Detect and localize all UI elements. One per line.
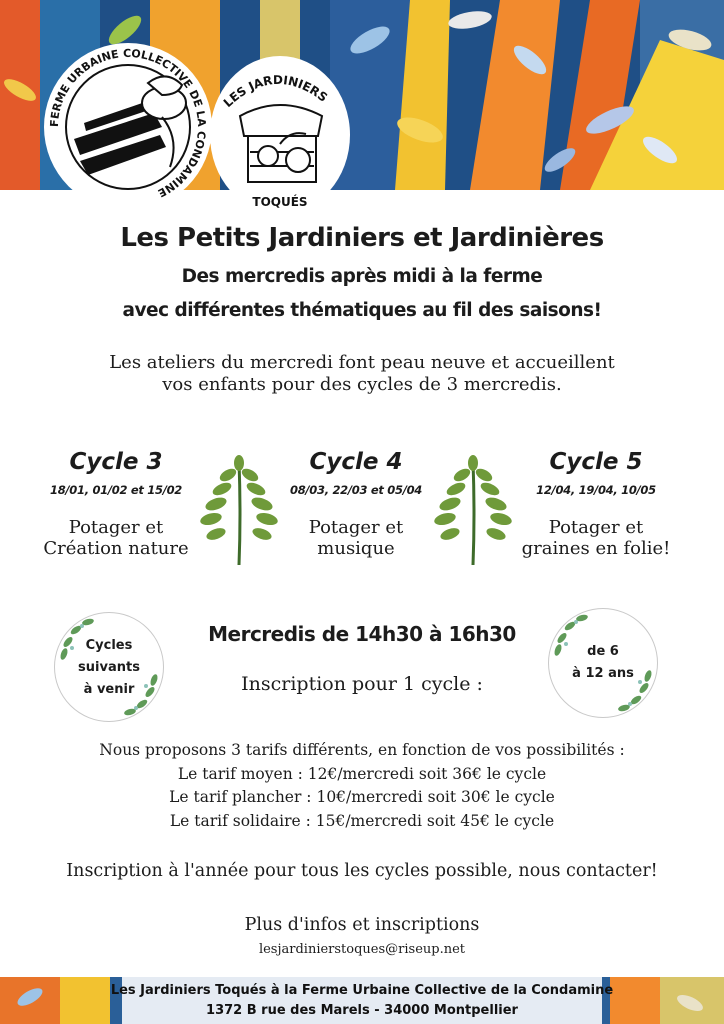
leaf-sprig-icon [430, 455, 516, 571]
page-title: Les Petits Jardiniers et Jardinières [120, 223, 604, 253]
leaf-sprig-icon [196, 455, 282, 571]
intro-line-1: Les ateliers du mercredi font peau neuve et accueillent [109, 352, 615, 373]
jardiniers-logo-bottom: TOQUÉS [252, 195, 308, 209]
footer-text [0, 981, 724, 1021]
footer [0, 977, 724, 1024]
cycle-3-theme-line-1: Potager et [68, 517, 164, 538]
cycle-5-theme-line-1: Potager et [548, 517, 644, 538]
cycle-5-theme [496, 517, 696, 559]
condamine-logo [44, 43, 212, 211]
schedule-hours: Mercredis de 14h30 à 16h30 [208, 622, 516, 646]
cycle-3-name: Cycle 3 [69, 449, 163, 475]
footer-line-2: 1372 B rue des Marels - 34000 Montpellier [206, 1003, 518, 1018]
cycle-5-name: Cycle 5 [549, 449, 643, 475]
contact-email[interactable]: lesjardinierstoques@riseup.net [258, 942, 466, 957]
signup-heading: Inscription pour 1 cycle : [241, 673, 483, 695]
tarifs-block [0, 739, 724, 833]
jardiniers-toques-logo [210, 56, 350, 214]
annual-signup-text: Inscription à l'année pour tous les cycles possible, nous contacter! [66, 861, 658, 881]
contact-heading: Plus d'infos et inscriptions [244, 915, 480, 935]
cycle-4-name: Cycle 4 [309, 449, 403, 475]
cycle-4 [256, 449, 456, 559]
intro-text [0, 352, 724, 396]
badge-right-line-1: de 6 [587, 644, 619, 659]
cycle-3-theme-line-2: Création nature [43, 538, 189, 559]
cycle-4-theme-line-1: Potager et [308, 517, 404, 538]
cycle-3-theme [16, 517, 216, 559]
badge-right-line-2: à 12 ans [572, 666, 634, 681]
tarifs-intro: Nous proposons 3 tarifs différents, en fonction de vos possibilités : [99, 741, 625, 759]
badge-left-line-1: Cycles [85, 638, 133, 653]
cycle-5 [496, 449, 696, 559]
cycle-5-dates: 12/04, 19/04, 10/05 [536, 483, 656, 497]
cycle-3 [16, 449, 216, 559]
tarif-solidaire: Le tarif solidaire : 15€/mercredi soit 45€ le cycle [169, 811, 555, 830]
cycle-5-theme-line-2: graines en folie! [521, 538, 671, 559]
jardiniers-logo-top: LES JARDINIERS [220, 72, 331, 111]
condamine-logo-text: FERME URBAINE COLLECTIVE DE LA CONDAMINE [47, 46, 209, 200]
cycle-4-theme-line-2: musique [317, 538, 395, 559]
cycle-4-dates: 08/03, 22/03 et 05/04 [290, 483, 422, 497]
tarif-plancher: Le tarif plancher : 10€/mercredi soit 30€ le cycle [169, 788, 555, 806]
cycle-4-theme [256, 517, 456, 559]
badge-left-line-2: suivants [78, 660, 140, 675]
cycle-3-dates: 18/01, 01/02 et 15/02 [50, 483, 182, 497]
intro-line-2: vos enfants pour des cycles de 3 mercredis. [162, 374, 562, 395]
badge-left-line-3: à venir [83, 682, 135, 697]
subtitle-line-2: avec différentes thématiques au fil des saisons! [122, 300, 602, 321]
tarif-moyen: Le tarif moyen : 12€/mercredi soit 36€ le cycle [177, 764, 547, 783]
subtitle-line-1: Des mercredis après midi à la ferme [181, 266, 543, 287]
footer-line-1: Les Jardiniers Toqués à la Ferme Urbaine Collective de la Condamine [110, 983, 614, 998]
